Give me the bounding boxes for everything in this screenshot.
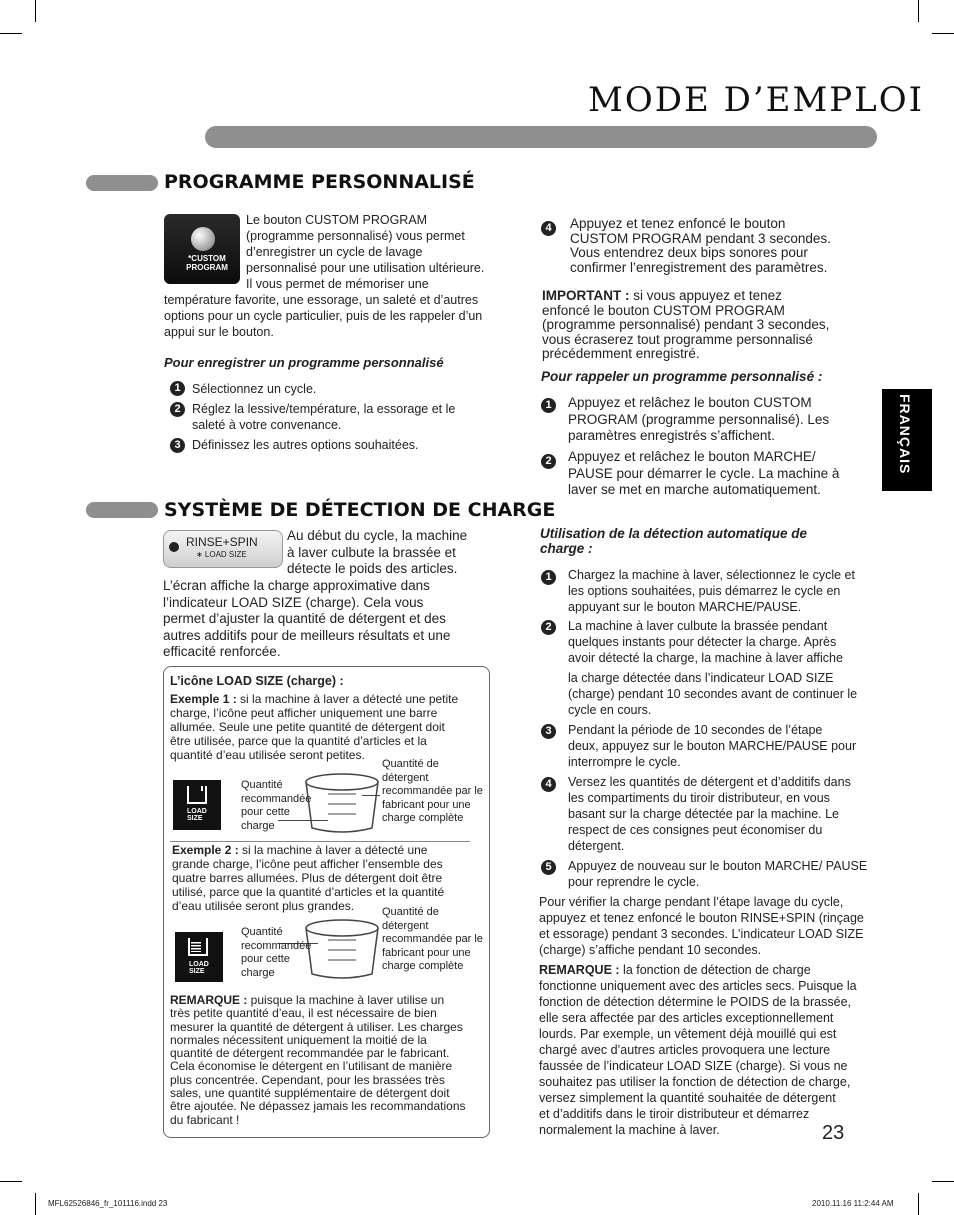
- load-intro-text: Au début du cycle, la machine à laver culbute la brassée et détecte le poids des articles.: [287, 528, 468, 576]
- step-text: Versez les quantités de détergent et d’additifs dans les compartiments du tiroir distributeur, en vous basant sur la charge détectée par la machine. Le respect de ces consignes peut économiser du détergent.: [568, 775, 851, 853]
- step-text: La machine à laver culbute la brassée pendant quelques instants pour détecter la charge. Après avoir détecté la charge, la machine à laver affiche: [568, 619, 843, 665]
- load-bar-icon: [201, 786, 203, 791]
- button-knob-icon: [191, 227, 215, 251]
- step-number: 1: [170, 381, 185, 396]
- crop-mark: [918, 1193, 919, 1215]
- crop-mark: [932, 1181, 954, 1182]
- section-title-custom-program: PROGRAMME PERSONNALISÉ: [164, 171, 475, 193]
- step-number: 5: [541, 860, 556, 875]
- example2-text: Exemple 2 : si la machine à laver a détecté une grande charge, l’icône peut afficher l’ensemble des quatre barres allumées. Plus de détergent doit être utilisé, parce que la quantité d’articles et la quantité d’eau utilisée seront plus grandes.: [172, 843, 445, 913]
- step-text: Sélectionnez un cycle.: [192, 382, 317, 396]
- step-text: Réglez la lessive/température, la essorage et le saleté à votre convenance.: [192, 402, 456, 432]
- subheading-save: Pour enregistrer un programme personnalisé: [164, 355, 444, 370]
- indicator-dot-icon: [169, 542, 179, 552]
- box-remark-text: REMARQUE : puisque la machine à laver utilise un très petite quantité d’eau, il est nécessaire de bien mesurer la quantité de détergent à utiliser. Les charges normales nécessitent uniquement la moitié de la quantité de détergent recommandée par le fabricant. Cela économise le détergent en l’utilisant de manière plus concentrée. Cependant, pour les brassées très sales, une quantité supplémentaire de détergent doit être ajoutée. Ne dépassez jamais les recommandations du fabricant !: [170, 993, 466, 1127]
- intro-text: Le bouton CUSTOM PROGRAM (programme personnalisé) vous permet d’enregistrer un cycle de lavage personnalisé pour une utilisation ultérieure. Il vous permet de mémoriser une: [246, 213, 485, 291]
- detergent-cup-icon: [302, 918, 382, 982]
- custom-program-icon-label: *CUSTOM PROGRAM: [186, 254, 228, 272]
- step-text: la charge détectée dans l’indicateur LOAD SIZE (charge) pendant 10 secondes avant de continuer le cycle en cours.: [568, 671, 858, 717]
- section-marker: [86, 175, 158, 191]
- crop-mark: [35, 1193, 36, 1215]
- rinse-spin-label: RINSE+SPIN: [186, 535, 258, 549]
- manufacturer-label: Quantité de détergent recommandée par le fabricant pour une charge complète: [382, 758, 483, 824]
- box-title: L’icône LOAD SIZE (charge) :: [170, 674, 344, 688]
- step-number: 4: [541, 777, 556, 792]
- load-bar-icon: [187, 786, 207, 804]
- recommended-label: Quantité recommandée pour cette charge: [241, 926, 312, 979]
- subheading-auto-detect: Utilisation de la détection automatique de charge :: [540, 526, 808, 556]
- leader-line: [362, 795, 380, 796]
- recommended-label: Quantité recommandée pour cette charge: [241, 779, 312, 832]
- footer-file-info: MFL62526846_fr_101116.indd 23: [48, 1199, 168, 1208]
- crop-mark: [0, 1181, 22, 1182]
- intro-text-cont: température favorite, une essorage, un saleté et d’autres options pour un cycle particulier, puis de les rappeler d’un appui sur le bouton.: [164, 293, 483, 339]
- subheading-recall: Pour rappeler un programme personnalisé :: [541, 369, 823, 384]
- footer-timestamp: 2010.11.16 11:2:44 AM: [812, 1199, 894, 1208]
- step-text: Pendant la période de 10 secondes de l’étape deux, appuyez sur le bouton MARCHE/PAUSE pour interrompre le cycle.: [568, 723, 857, 769]
- important-note: IMPORTANT : si vous appuyez et tenez enfoncé le bouton CUSTOM PROGRAM (programme personnalisé) pendant 3 secondes, vous écraserez tout programme personnalisé précédemment enregistré.: [542, 288, 830, 361]
- page-number: 23: [822, 1122, 845, 1144]
- language-tab-label: FRANÇAIS: [897, 394, 913, 475]
- step-number: 1: [541, 570, 556, 585]
- load-size-icon-label: LOAD SIZE: [189, 961, 209, 975]
- step-text: Définissez les autres options souhaitées.: [192, 438, 419, 452]
- step-number: 3: [170, 438, 185, 453]
- load-intro-text-cont: L’écran affiche la charge approximative dans l’indicateur LOAD SIZE (charge). Cela vous permet d’ajuster la quantité de détergent et des autres additifs pour de meilleurs résultats et une efficacité renforcée.: [163, 578, 451, 659]
- load-size-label: ∗ LOAD SIZE: [196, 550, 247, 559]
- step-number: 2: [170, 402, 185, 417]
- load-bars-icon: [191, 942, 201, 952]
- load-size-icon-label: LOAD SIZE: [187, 808, 207, 822]
- step-number: 1: [541, 398, 556, 413]
- section-title-load-detection: SYSTÈME DE DÉTECTION DE CHARGE: [164, 499, 556, 521]
- divider: [170, 841, 470, 842]
- detergent-cup-icon: [302, 772, 382, 836]
- step-text: Chargez la machine à laver, sélectionnez le cycle et les options souhaitées, puis démarrez le cycle en appuyant sur le bouton MARCHE/PAUSE.: [568, 568, 855, 614]
- verify-text: Pour vérifier la charge pendant l’étape lavage du cycle, appuyez et tenez enfoncé le bouton RINSE+SPIN (rinçage et essorage) pendant 3 secondes. L’indicateur LOAD SIZE (charge) s’affiche pendant 10 secondes.: [539, 895, 864, 957]
- step-number: 4: [541, 221, 556, 236]
- crop-mark: [932, 33, 954, 34]
- remark-text: REMARQUE : la fonction de détection de charge fonctionne uniquement avec des articles secs. Puisque la fonction de détection détermine le POIDS de la brassée, elle sera affectée par des articles exceptionnellement lourds. Par exemple, un vêtement déjà mouillé qui est chargé avec d’autres articles provoquera une lecture faussée de l’indicateur LOAD SIZE (charge). Si vous ne souhaitez pas utiliser la fonction de détection de charge, versez simplement la quantité souhaitée de détergent et d’additifs dans le tiroir distributeur et démarrez normalement la machine à laver.: [539, 963, 857, 1137]
- step-number: 2: [541, 620, 556, 635]
- section-marker: [86, 502, 158, 518]
- header-bar: [205, 126, 877, 148]
- step-text: Appuyez de nouveau sur le bouton MARCHE/ PAUSE pour reprendre le cycle.: [568, 859, 868, 889]
- crop-mark: [918, 0, 919, 22]
- crop-mark: [35, 0, 36, 22]
- step-text: Appuyez et tenez enfoncé le bouton CUSTOM PROGRAM pendant 3 secondes. Vous entendrez deux bips sonores pour confirmer l’enregistrement des paramètres.: [570, 216, 831, 275]
- manufacturer-label: Quantité de détergent recommandée par le fabricant pour une charge complète: [382, 906, 483, 972]
- example1-text: Exemple 1 : si la machine à laver a détecté une petite charge, l’icône peut afficher uniquement une barre allumée. Seule une petite quantité de détergent doit être utilisée, parce que la quantité d’articles et la quantité d’eau utilisée seront petites.: [170, 692, 459, 762]
- step-text: Appuyez et relâchez le bouton CUSTOM PROGRAM (programme personnalisé). Les paramètres enregistrés s’affichent.: [568, 395, 830, 443]
- crop-mark: [0, 33, 22, 34]
- step-text: Appuyez et relâchez le bouton MARCHE/ PAUSE pour démarrer le cycle. La machine à laver se met en marche automatiquement.: [568, 449, 840, 497]
- step-number: 2: [541, 454, 556, 469]
- page-title: MODE D’EMPLOI: [588, 80, 925, 120]
- step-number: 3: [541, 724, 556, 739]
